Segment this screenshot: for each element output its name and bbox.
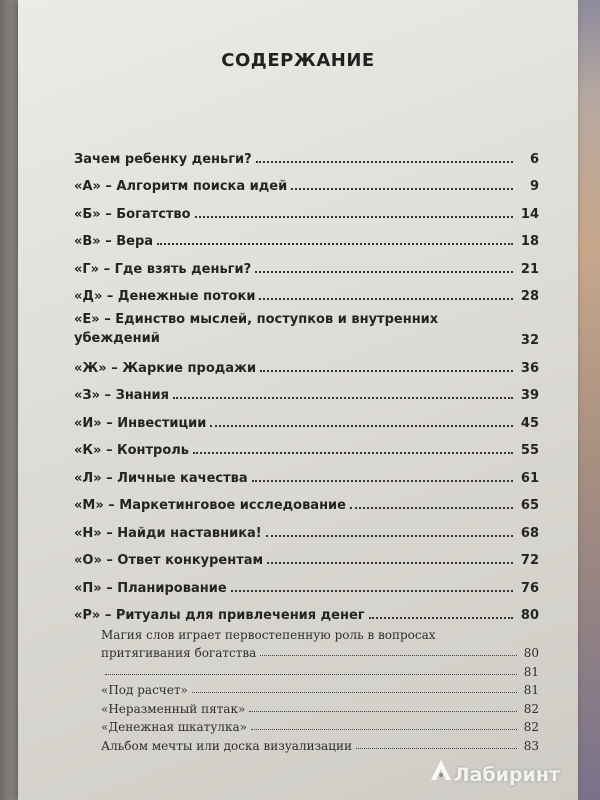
dot-leader (350, 506, 513, 509)
toc-entry (74, 139, 539, 167)
toc-subentry-title: Альбом мечты или доска визуализации (101, 738, 352, 753)
toc-entry-page: 21 (520, 261, 539, 277)
toc-entry (74, 458, 539, 486)
toc-entry-title: «О» – Ответ конкурентам (74, 553, 264, 568)
toc-entry (74, 431, 539, 459)
watermark-text: Лабиринт (453, 764, 560, 786)
dot-leader (193, 451, 513, 454)
toc-entry-title: «Л» – Личные качества (74, 470, 248, 486)
dot-leader (210, 424, 513, 427)
dot-leader (291, 187, 513, 190)
dot-leader (105, 673, 517, 675)
toc-subentry (101, 697, 539, 716)
toc-subentry (101, 679, 539, 698)
toc-entry-title: «Е» – Единство мыслей, поступков и внутренних убеждений (74, 312, 439, 346)
toc-entry-title: «В» – Вера (74, 234, 154, 249)
dot-leader (260, 654, 517, 656)
table-of-contents (74, 139, 539, 753)
toc-entry (74, 403, 539, 431)
toc-entry (74, 277, 539, 305)
toc-subentry-title: «Под расчет» (101, 683, 188, 697)
toc-subentry (101, 642, 539, 661)
toc-entry-page: 61 (520, 470, 539, 486)
toc-subentry-title: «Денежная шкатулка» (101, 720, 248, 734)
dot-leader (252, 479, 513, 482)
toc-subentry (101, 716, 539, 735)
toc-entry (74, 596, 539, 624)
toc-entry-title: «М» – Маркетинговое исследование (74, 498, 346, 513)
toc-entry (74, 310, 539, 348)
toc-entry-title: «П» – Планирование (74, 580, 227, 596)
toc-entry-page: 80 (520, 608, 539, 623)
toc-entry-page: 65 (520, 498, 539, 513)
toc-entry (74, 541, 539, 569)
toc-subentry (101, 734, 539, 753)
toc-entry-title: «И» – Инвестиции (74, 415, 207, 431)
toc-subentry-page: 81 (523, 683, 539, 697)
dot-leader (251, 728, 517, 730)
toc-entry-title: «А» – Алгоритм поиска идей (74, 179, 288, 194)
toc-entry (74, 249, 539, 277)
toc-entry-page: 14 (520, 206, 539, 222)
dot-leader (157, 242, 513, 245)
toc-subentry (101, 660, 539, 679)
toc-subentry-page: 80 (523, 646, 539, 660)
toc-subentry-title: Магия слов играет первостепенную роль в вопросах (101, 627, 436, 642)
toc-entry (74, 348, 539, 376)
toc-subentry-page: 82 (523, 701, 539, 716)
toc-entry-title: Зачем ребенку деньги? (74, 151, 252, 167)
toc-entry (74, 194, 539, 222)
labirint-logo-icon (430, 759, 452, 786)
toc-entry (74, 376, 539, 404)
toc-entry-page: 76 (520, 580, 539, 596)
dot-leader (231, 589, 513, 592)
toc-subentries (101, 623, 539, 753)
toc-entry-page: 45 (520, 415, 539, 431)
dot-leader (255, 270, 513, 273)
toc-entry-title: «Р» – Ритуалы для привлечения денег (74, 608, 365, 623)
dot-leader (356, 747, 517, 749)
toc-entry-title: «Н» – Найди наставника! (74, 525, 262, 541)
toc-entry-title: «Б» – Богатство (74, 206, 191, 222)
toc-subentry-line (101, 623, 539, 642)
dot-leader (267, 561, 513, 564)
book-page (18, 0, 578, 800)
dot-leader (369, 616, 513, 619)
toc-entry-title: «Г» – Где взять деньги? (74, 261, 252, 277)
toc-entry-page: 32 (520, 333, 539, 348)
toc-entry-page: 9 (529, 179, 539, 194)
toc-entry-title: «З» – Знания (74, 388, 170, 403)
watermark-logo (430, 759, 560, 786)
toc-entry (74, 486, 539, 514)
toc-entry-page: 55 (520, 443, 539, 458)
dot-leader (256, 160, 513, 163)
toc-entry-title: «К» – Контроль (74, 443, 190, 458)
toc-entry-page: 18 (520, 234, 539, 249)
dot-leader (260, 369, 513, 372)
toc-entry-page: 39 (520, 388, 539, 403)
toc-subentry-page: 83 (523, 738, 539, 753)
toc-entry (74, 568, 539, 596)
toc-entry-page: 68 (520, 525, 539, 541)
toc-entry-page: 28 (520, 289, 539, 304)
toc-entry (74, 222, 539, 250)
toc-subentry-page: 81 (523, 664, 539, 679)
toc-entry-page: 36 (520, 360, 539, 376)
toc-subentry-title: «Неразменный пятак» (101, 701, 246, 716)
dot-leader (249, 710, 517, 712)
toc-subentry-title: притягивания богатства (101, 646, 257, 660)
dot-leader (266, 534, 513, 537)
toc-entry (74, 167, 539, 195)
dot-leader (192, 691, 517, 693)
dot-leader (173, 396, 513, 399)
toc-entry-title: «Ж» – Жаркие продажи (74, 360, 257, 376)
page-title: СОДЕРЖАНИЕ (221, 50, 375, 71)
toc-entry (74, 513, 539, 541)
dot-leader (195, 215, 513, 218)
toc-entry-page: 72 (520, 553, 539, 568)
dot-leader (259, 297, 513, 300)
toc-entry-page: 6 (529, 151, 539, 167)
toc-entry-title: «Д» – Денежные потоки (74, 289, 256, 304)
toc-subentry-page: 82 (523, 720, 539, 734)
